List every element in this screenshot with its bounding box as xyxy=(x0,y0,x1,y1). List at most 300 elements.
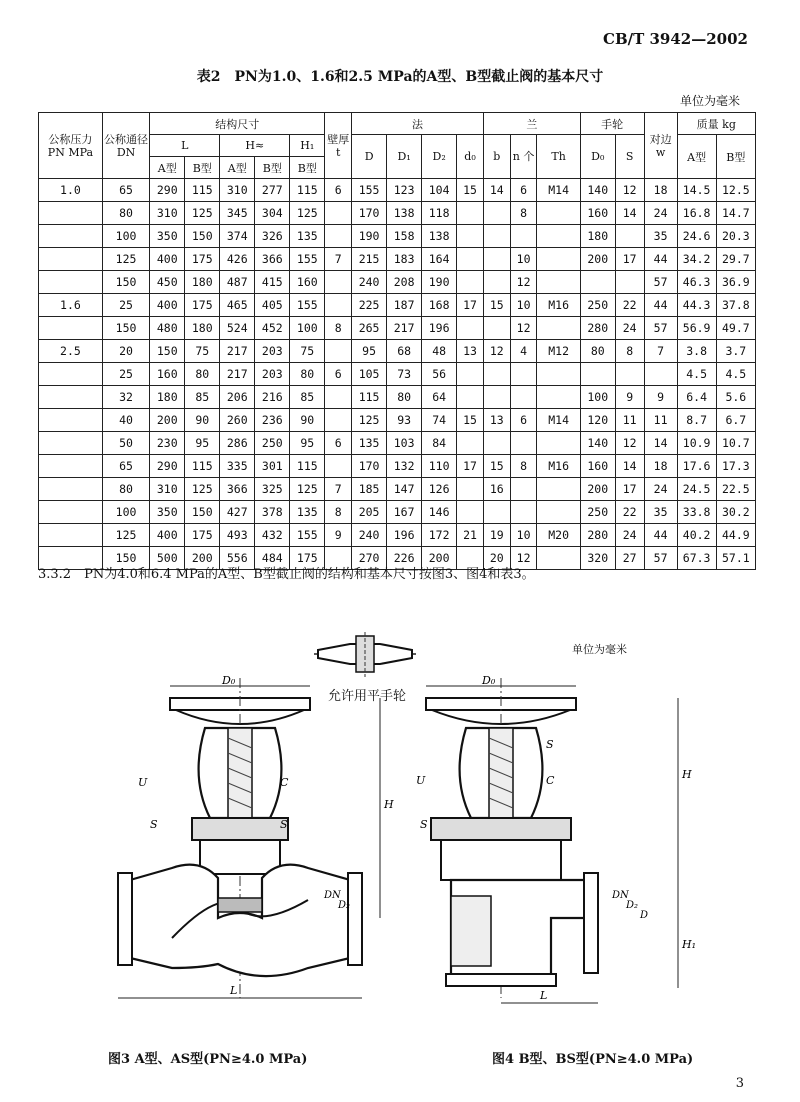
svg-text:D₂: D₂ xyxy=(338,900,351,911)
svg-text:D: D xyxy=(640,910,649,921)
table-cell: 183 xyxy=(387,248,422,271)
table-cell: 120 xyxy=(580,409,615,432)
col-header-D: D xyxy=(352,135,387,179)
table-cell: 290 xyxy=(150,455,185,478)
table-cell: 185 xyxy=(352,478,387,501)
table-cell: 493 xyxy=(220,524,255,547)
table-cell: 19 xyxy=(483,524,510,547)
table-cell: 190 xyxy=(422,271,457,294)
table-cell: 14.5 xyxy=(677,179,716,202)
table-cell: 310 xyxy=(150,202,185,225)
table-cell: M14 xyxy=(537,409,580,432)
table-cell: 405 xyxy=(255,294,290,317)
table-cell: 160 xyxy=(580,455,615,478)
table-cell: 250 xyxy=(580,294,615,317)
table-cell: 277 xyxy=(255,179,290,202)
table-cell: 180 xyxy=(185,271,220,294)
table-cell: 118 xyxy=(422,202,457,225)
table-cell: 208 xyxy=(387,271,422,294)
table-cell: 75 xyxy=(185,340,220,363)
table-cell: 84 xyxy=(422,432,457,455)
table-cell: 150 xyxy=(150,340,185,363)
table-cell: 15 xyxy=(483,294,510,317)
table-cell: 135 xyxy=(352,432,387,455)
table-cell: 6.7 xyxy=(716,409,755,432)
table-cell: 95 xyxy=(352,340,387,363)
table-cell: 56 xyxy=(422,363,457,386)
table-cell: 7 xyxy=(644,340,677,363)
table-cell xyxy=(537,386,580,409)
table-cell: 13 xyxy=(457,340,484,363)
table-cell: 24.5 xyxy=(677,478,716,501)
table-cell: 217 xyxy=(220,340,255,363)
table-cell: 33.8 xyxy=(677,501,716,524)
table-cell: 17 xyxy=(457,455,484,478)
table-cell xyxy=(615,363,644,386)
table-cell: 168 xyxy=(422,294,457,317)
table-row xyxy=(39,524,756,547)
table-cell: 24 xyxy=(615,524,644,547)
table-cell: 100 xyxy=(580,386,615,409)
table-cell: 135 xyxy=(290,225,325,248)
table-cell: 10 xyxy=(510,248,537,271)
table-cell xyxy=(615,225,644,248)
table-cell: 40 xyxy=(102,409,149,432)
figure-unit-note: 单位为毫米 xyxy=(572,643,627,656)
table-cell: 155 xyxy=(290,248,325,271)
table-cell: 187 xyxy=(387,294,422,317)
table-cell xyxy=(325,271,352,294)
table-row xyxy=(39,294,756,317)
table-cell: 85 xyxy=(185,386,220,409)
table-cell: 11 xyxy=(615,409,644,432)
col-header-flange-a: 法 xyxy=(352,113,484,135)
col-header-nut: 对边 w xyxy=(644,113,677,179)
table-cell: 155 xyxy=(290,524,325,547)
svg-text:H: H xyxy=(384,798,394,811)
table-cell: 8 xyxy=(325,501,352,524)
table-cell: 35 xyxy=(644,501,677,524)
handwheel-note: 允许用平手轮 xyxy=(328,689,407,704)
table-cell: 57 xyxy=(644,547,677,570)
col-header-D0: D₀ xyxy=(580,135,615,179)
table-cell: 20 xyxy=(483,547,510,570)
svg-text:H₁: H₁ xyxy=(682,938,697,951)
table-cell: 280 xyxy=(580,317,615,340)
table-cell: 125 xyxy=(185,202,220,225)
table-cell: M16 xyxy=(537,294,580,317)
table-cell: 22 xyxy=(615,501,644,524)
table-cell: 67.3 xyxy=(677,547,716,570)
table-row xyxy=(39,340,756,363)
table-cell xyxy=(537,225,580,248)
table-cell: 21 xyxy=(457,524,484,547)
table-cell xyxy=(325,386,352,409)
table-cell xyxy=(325,225,352,248)
table-cell: 40.2 xyxy=(677,524,716,547)
table-cell xyxy=(537,547,580,570)
table-cell xyxy=(325,409,352,432)
col-header-n: n 个 xyxy=(510,135,537,179)
table-cell: 345 xyxy=(220,202,255,225)
table-cell: 138 xyxy=(422,225,457,248)
table-cell: 35 xyxy=(644,225,677,248)
table-cell: 20 xyxy=(102,340,149,363)
table-cell: 9 xyxy=(325,524,352,547)
table-cell: 196 xyxy=(422,317,457,340)
table-cell: 90 xyxy=(185,409,220,432)
table-cell: 426 xyxy=(220,248,255,271)
table-row xyxy=(39,363,756,386)
table-cell: 280 xyxy=(580,524,615,547)
table-cell: 80 xyxy=(102,478,149,501)
col-header-struct: 结构尺寸 xyxy=(150,113,325,135)
col-header-S: S xyxy=(615,135,644,179)
table-cell: 215 xyxy=(352,248,387,271)
table-cell: 74 xyxy=(422,409,457,432)
table-cell: 310 xyxy=(220,179,255,202)
svg-text:D₂: D₂ xyxy=(626,900,639,911)
table-cell: 8.7 xyxy=(677,409,716,432)
table-row xyxy=(39,225,756,248)
table-cell: 48 xyxy=(422,340,457,363)
table-cell: 115 xyxy=(290,179,325,202)
table-cell: 10 xyxy=(510,294,537,317)
table-cell: 6 xyxy=(325,363,352,386)
table-cell: 432 xyxy=(255,524,290,547)
table-cell: 1.0 xyxy=(39,179,103,202)
table-cell xyxy=(483,432,510,455)
table-cell: 226 xyxy=(387,547,422,570)
table-cell: 325 xyxy=(255,478,290,501)
table-cell: 500 xyxy=(150,547,185,570)
table-cell: 44.3 xyxy=(677,294,716,317)
table-cell: 6 xyxy=(510,179,537,202)
table-cell xyxy=(457,225,484,248)
table-cell: 17 xyxy=(457,294,484,317)
table-cell: 450 xyxy=(150,271,185,294)
table-cell: 56.9 xyxy=(677,317,716,340)
table-cell: 24 xyxy=(615,317,644,340)
table-cell: 326 xyxy=(255,225,290,248)
col-header-flange-b: 兰 xyxy=(483,113,580,135)
col-header-b: b xyxy=(483,135,510,179)
col-header-mass: 质量 kg xyxy=(677,113,755,135)
table-cell xyxy=(644,363,677,386)
table-cell: 3.8 xyxy=(677,340,716,363)
col-header-dn: 公称通径 DN xyxy=(102,113,149,179)
table-cell: 236 xyxy=(255,409,290,432)
table-cell: 125 xyxy=(290,478,325,501)
table-cell: 11 xyxy=(644,409,677,432)
table-cell: 6 xyxy=(510,409,537,432)
table-cell xyxy=(615,271,644,294)
col-header-mass-b: B型 xyxy=(716,135,755,179)
table-cell: 175 xyxy=(185,294,220,317)
table-cell xyxy=(457,478,484,501)
table-cell: 17 xyxy=(615,248,644,271)
table-cell: 7 xyxy=(325,478,352,501)
table-cell: 25 xyxy=(102,294,149,317)
table-cell: 115 xyxy=(352,386,387,409)
table-cell: 400 xyxy=(150,294,185,317)
table-cell: 32 xyxy=(102,386,149,409)
table-cell: 250 xyxy=(580,501,615,524)
table-cell: 57 xyxy=(644,271,677,294)
table-cell: 17.6 xyxy=(677,455,716,478)
table-cell: 150 xyxy=(102,271,149,294)
table-cell: 14 xyxy=(644,432,677,455)
table-cell: M20 xyxy=(537,524,580,547)
table-cell: 200 xyxy=(150,409,185,432)
table-cell: 400 xyxy=(150,248,185,271)
table-cell: 14 xyxy=(615,202,644,225)
table-cell: 200 xyxy=(580,248,615,271)
table-cell: 452 xyxy=(255,317,290,340)
table-cell: 155 xyxy=(290,294,325,317)
table-cell: 18 xyxy=(644,179,677,202)
table-cell: 310 xyxy=(150,478,185,501)
table-cell: 10 xyxy=(510,524,537,547)
table-cell xyxy=(483,225,510,248)
svg-text:DN: DN xyxy=(324,890,341,901)
table-cell xyxy=(39,363,103,386)
table-cell: 15 xyxy=(457,409,484,432)
table-cell: 24 xyxy=(644,202,677,225)
clause-text: 3.3.2 PN为4.0和6.4 MPa的A型、B型截止阀的结构和基本尺寸按图3、图4和表3。 xyxy=(38,567,535,582)
table-cell: 350 xyxy=(150,225,185,248)
table-cell: 10.9 xyxy=(677,432,716,455)
table-cell xyxy=(325,294,352,317)
table-cell: 12 xyxy=(615,179,644,202)
document-code: CB/T 3942—2002 xyxy=(603,30,748,48)
table-cell: 138 xyxy=(387,202,422,225)
col-header-L: L xyxy=(150,135,220,157)
table-cell: 24 xyxy=(644,478,677,501)
table-cell: 465 xyxy=(220,294,255,317)
table-cell: 80 xyxy=(102,202,149,225)
table-cell xyxy=(39,501,103,524)
dimension-table xyxy=(38,112,756,570)
svg-text:D₀: D₀ xyxy=(482,674,496,687)
table-cell: 14 xyxy=(483,179,510,202)
table-cell xyxy=(39,524,103,547)
table-row xyxy=(39,179,756,202)
table-cell: 556 xyxy=(220,547,255,570)
table-cell: 22 xyxy=(615,294,644,317)
table-cell: M12 xyxy=(537,340,580,363)
table-cell: 65 xyxy=(102,455,149,478)
table-cell: 160 xyxy=(290,271,325,294)
table-cell: 125 xyxy=(352,409,387,432)
table-cell: 205 xyxy=(352,501,387,524)
table-cell: 203 xyxy=(255,340,290,363)
table-cell xyxy=(39,317,103,340)
table-cell: 100 xyxy=(102,225,149,248)
table-cell: 180 xyxy=(580,225,615,248)
figure-3-drawing xyxy=(110,668,410,1028)
table-cell: 103 xyxy=(387,432,422,455)
table-cell: 140 xyxy=(580,179,615,202)
table-cell xyxy=(39,225,103,248)
table-cell: 20.3 xyxy=(716,225,755,248)
svg-text:S: S xyxy=(420,818,428,831)
figure-4-caption: 图4 B型、BS型(PN≥4.0 MPa) xyxy=(492,1052,694,1067)
table-cell: 14.7 xyxy=(716,202,755,225)
table-cell: 206 xyxy=(220,386,255,409)
table-cell: 100 xyxy=(102,501,149,524)
svg-text:U: U xyxy=(416,774,426,787)
table-cell: 80 xyxy=(387,386,422,409)
table-cell: 415 xyxy=(255,271,290,294)
table-cell xyxy=(39,432,103,455)
table-cell xyxy=(510,386,537,409)
table-cell: 135 xyxy=(290,501,325,524)
table-cell: 180 xyxy=(185,317,220,340)
table-cell xyxy=(510,225,537,248)
table-row xyxy=(39,432,756,455)
table-cell: 172 xyxy=(422,524,457,547)
table-cell xyxy=(580,363,615,386)
table-row xyxy=(39,501,756,524)
table-cell xyxy=(483,317,510,340)
svg-text:S: S xyxy=(546,738,554,751)
table-cell xyxy=(537,317,580,340)
table-row xyxy=(39,455,756,478)
table-cell: 125 xyxy=(102,524,149,547)
svg-text:U: U xyxy=(138,776,148,789)
table-cell: 12 xyxy=(615,432,644,455)
table-cell xyxy=(510,478,537,501)
table-cell xyxy=(483,202,510,225)
table-cell: 7 xyxy=(325,248,352,271)
table-cell xyxy=(457,386,484,409)
table-cell: 230 xyxy=(150,432,185,455)
table-cell: 93 xyxy=(387,409,422,432)
table-cell xyxy=(537,202,580,225)
col-header-H1: H₁ xyxy=(290,135,325,157)
table-cell: 64 xyxy=(422,386,457,409)
table-cell: 27 xyxy=(615,547,644,570)
table-cell: 203 xyxy=(255,363,290,386)
col-header-D2: D₂ xyxy=(422,135,457,179)
table-cell: 366 xyxy=(255,248,290,271)
table-cell xyxy=(457,271,484,294)
table-cell xyxy=(537,432,580,455)
table-cell: 80 xyxy=(185,363,220,386)
col-header-D1: D₁ xyxy=(387,135,422,179)
table-cell xyxy=(457,202,484,225)
table-cell: 12 xyxy=(510,271,537,294)
table-cell: 12 xyxy=(510,547,537,570)
table-cell: 170 xyxy=(352,455,387,478)
svg-text:S: S xyxy=(280,818,288,831)
table-cell: 95 xyxy=(290,432,325,455)
table-cell xyxy=(39,409,103,432)
table-row xyxy=(39,317,756,340)
table-cell: 320 xyxy=(580,547,615,570)
table-cell: 132 xyxy=(387,455,422,478)
table-cell: 90 xyxy=(290,409,325,432)
table-cell: 46.3 xyxy=(677,271,716,294)
svg-text:D₀: D₀ xyxy=(222,674,236,687)
table-cell: 110 xyxy=(422,455,457,478)
table-cell: 175 xyxy=(185,524,220,547)
table-row xyxy=(39,386,756,409)
table-cell: 25 xyxy=(102,363,149,386)
table-cell: 164 xyxy=(422,248,457,271)
table-cell xyxy=(537,478,580,501)
table-cell: 37.8 xyxy=(716,294,755,317)
table-cell: 150 xyxy=(185,225,220,248)
table-cell: 125 xyxy=(290,202,325,225)
table-cell: 14 xyxy=(615,455,644,478)
svg-text:DN: DN xyxy=(612,890,629,901)
table-cell: 216 xyxy=(255,386,290,409)
table-cell xyxy=(537,501,580,524)
table-cell: 301 xyxy=(255,455,290,478)
page-number: 3 xyxy=(735,1076,744,1091)
table-cell xyxy=(39,386,103,409)
table-cell xyxy=(325,202,352,225)
table-cell xyxy=(457,432,484,455)
table-cell: 57 xyxy=(644,317,677,340)
table-cell: 115 xyxy=(185,455,220,478)
table-cell: 123 xyxy=(387,179,422,202)
table-cell: 6 xyxy=(325,179,352,202)
table-cell: 378 xyxy=(255,501,290,524)
table-cell: 115 xyxy=(290,455,325,478)
table-cell: 160 xyxy=(580,202,615,225)
table-cell: 167 xyxy=(387,501,422,524)
table-cell: 487 xyxy=(220,271,255,294)
table-cell xyxy=(483,386,510,409)
table-cell: 15 xyxy=(483,455,510,478)
table-cell: 30.2 xyxy=(716,501,755,524)
table-cell: 100 xyxy=(290,317,325,340)
table-cell: 8 xyxy=(510,202,537,225)
svg-text:H: H xyxy=(682,768,692,781)
table-cell: 22.5 xyxy=(716,478,755,501)
table-cell: 196 xyxy=(387,524,422,547)
table-cell xyxy=(483,363,510,386)
table-row xyxy=(39,202,756,225)
table-cell: 12.5 xyxy=(716,179,755,202)
table-cell: 57.1 xyxy=(716,547,755,570)
table-cell: 29.7 xyxy=(716,248,755,271)
table-cell: 484 xyxy=(255,547,290,570)
table-cell: 5.6 xyxy=(716,386,755,409)
table-cell xyxy=(483,501,510,524)
table-cell: 524 xyxy=(220,317,255,340)
col-header-mass-a: A型 xyxy=(677,135,716,179)
table-cell: 10.7 xyxy=(716,432,755,455)
col-header-th: Th xyxy=(537,135,580,179)
table-row xyxy=(39,248,756,271)
table-cell: 16.8 xyxy=(677,202,716,225)
table-cell: 200 xyxy=(580,478,615,501)
table-cell xyxy=(537,271,580,294)
table-cell: 225 xyxy=(352,294,387,317)
svg-text:C: C xyxy=(280,776,289,789)
table-cell: 150 xyxy=(185,501,220,524)
table-cell: M16 xyxy=(537,455,580,478)
table-cell xyxy=(457,363,484,386)
table-cell: 44 xyxy=(644,524,677,547)
table-unit-note: 单位为毫米 xyxy=(679,94,740,108)
table-cell xyxy=(483,271,510,294)
table-cell xyxy=(39,271,103,294)
